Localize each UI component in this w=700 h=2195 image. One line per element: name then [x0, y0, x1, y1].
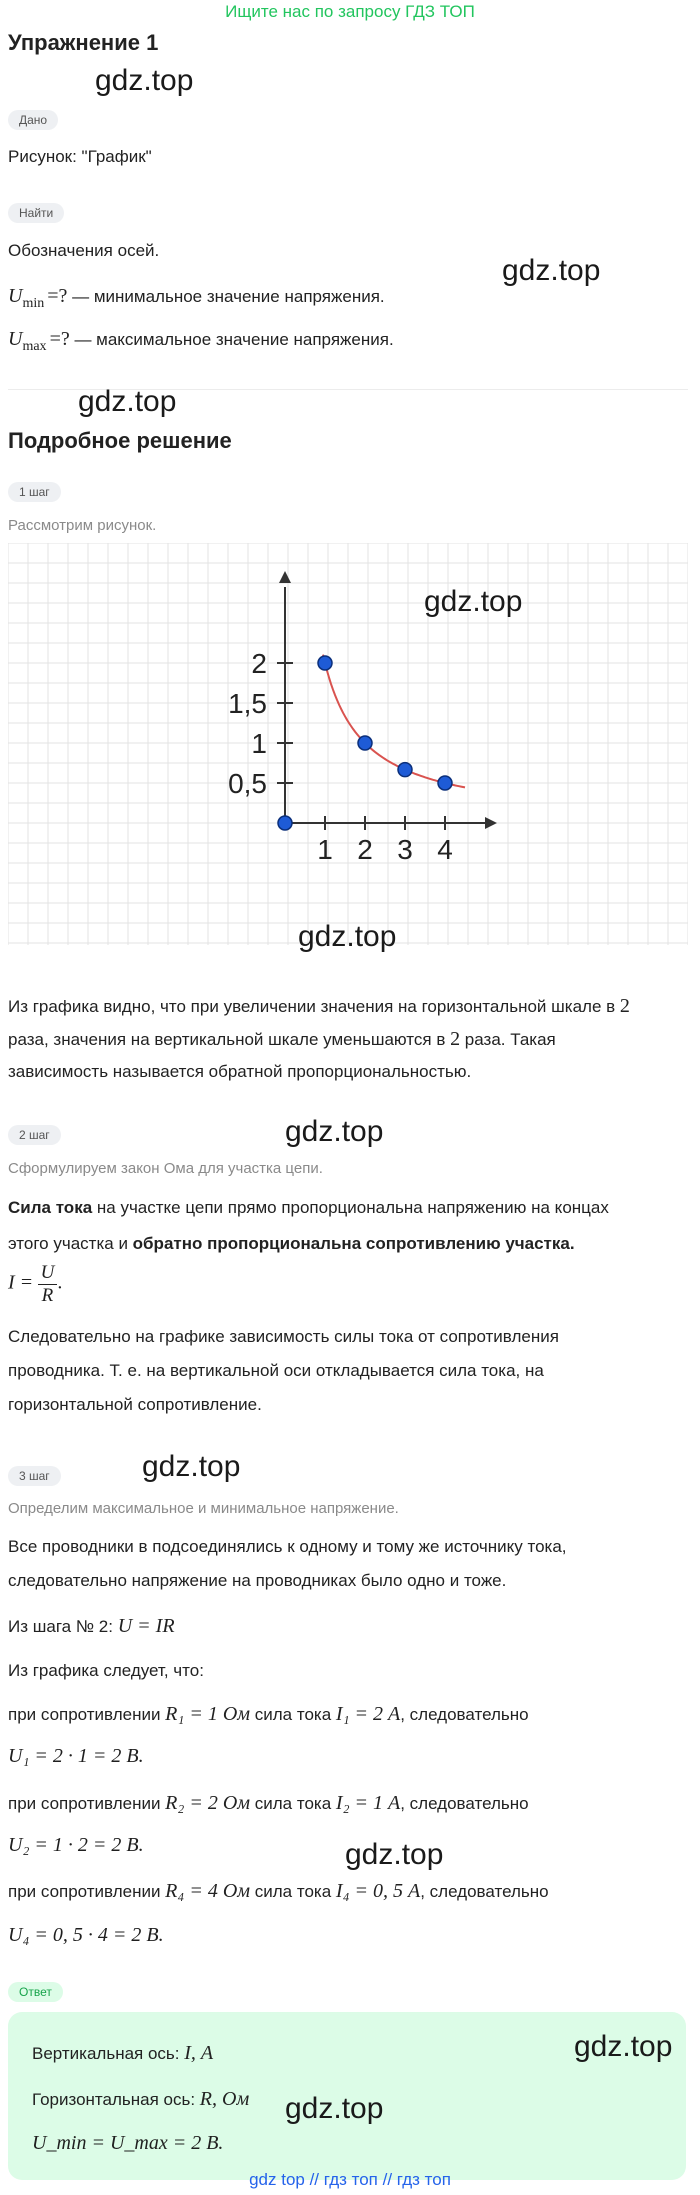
graph-grid: [8, 543, 688, 945]
step3-follows: Из графика следует, что:: [8, 1661, 204, 1680]
umin-subscript: min: [22, 296, 45, 311]
case2-a: при сопротивлении: [8, 1794, 166, 1813]
watermark: gdz.top: [502, 254, 601, 287]
y-axis-arrow: [279, 571, 291, 583]
case2-r: R₂ = 2 Ом: [165, 1792, 251, 1814]
step2-label: 2 шаг: [8, 1125, 61, 1145]
watermark: gdz.top: [424, 585, 523, 618]
step3-line-1: Все проводники в подсоединялись к одному и тому же источнику тока,: [8, 1537, 567, 1556]
watermark: gdz.top: [78, 385, 177, 418]
umax-subscript: max: [22, 339, 47, 354]
umax-text: — максимальное значение напряжения.: [69, 330, 394, 349]
step1-text-a: Из графика видно, что при увеличении значения на горизонтальной шкале в: [8, 997, 620, 1016]
watermark: gdz.top: [574, 2030, 673, 2063]
x-tick-label: 4: [437, 834, 453, 865]
case2-b: сила тока: [250, 1794, 336, 1813]
given-label: Дано: [8, 110, 58, 130]
case3-c: , следовательно: [420, 1882, 549, 1901]
case3-a: при сопротивлении: [8, 1882, 166, 1901]
y-tick-label: 1: [251, 728, 267, 759]
step1-label: 1 шаг: [8, 482, 61, 502]
case3-r: R₄ = 4 Ом: [165, 1880, 251, 1902]
case2-c: , следовательно: [400, 1794, 529, 1813]
x-axis-arrow: [485, 817, 497, 829]
formula-denominator: R: [41, 1285, 54, 1306]
y-tick-label: 0,5: [228, 768, 267, 799]
step1-text-c: раза, значения на вертикальной шкале уменьшаются в: [8, 1030, 451, 1049]
data-point: [438, 776, 452, 790]
step1-hint: Рассмотрим рисунок.: [8, 517, 157, 534]
find-intro: Обозначения осей.: [8, 241, 160, 260]
given-text: Рисунок: "График": [8, 147, 152, 166]
answer-vertical-value: I, А: [184, 2042, 214, 2064]
case-3: [8, 1878, 549, 1905]
from-step-label: Из шага № 2:: [8, 1617, 113, 1636]
data-point: [318, 656, 332, 670]
formula-dot: .: [57, 1271, 63, 1294]
answer-voltage: U_min = U_max = 2 В.: [32, 2132, 224, 2154]
data-point: [358, 736, 372, 750]
law-bold-resistance: обратно пропорциональна сопротивлению участка.: [132, 1234, 575, 1253]
case3-i: I₄ = 0, 5 А: [335, 1880, 421, 1902]
search-banner[interactable]: Ищите нас по запросу ГДЗ ТОП: [225, 2, 475, 21]
answer-horizontal: [32, 2086, 249, 2113]
find-label: Найти: [8, 203, 64, 223]
conclusion-line-3: горизонтальной сопротивление.: [8, 1395, 262, 1414]
law-bold-current: Сила тока: [8, 1198, 93, 1217]
ohm-formula: [8, 1262, 62, 1307]
conclusion-line-1: Следовательно на графике зависимость силы тока от сопротивления: [8, 1327, 559, 1346]
from-step-formula: U = IR: [117, 1615, 175, 1637]
formula-numerator: U: [38, 1262, 58, 1285]
umin-symbol: U: [8, 285, 23, 307]
x-tick-label: 2: [357, 834, 373, 865]
step1-text: [8, 990, 688, 1088]
step2-conclusion: [8, 1320, 688, 1422]
step3-from-step: [8, 1613, 175, 1640]
umax-eq: =?: [49, 328, 70, 350]
watermark: gdz.top: [285, 1115, 384, 1148]
case2-i: I₂ = 1 А: [335, 1792, 401, 1814]
step1-num-a: 2: [619, 995, 630, 1017]
graph-figure: [8, 543, 688, 945]
umax-symbol: U: [8, 328, 23, 350]
data-point: [278, 816, 292, 830]
step2-hint: Сформулируем закон Ома для участка цепи.: [8, 1160, 323, 1177]
result-1: U₁ = 2 · 1 = 2 В.: [8, 1745, 144, 1767]
law-text-1: на участке цепи прямо пропорциональна напряжению на концах: [92, 1198, 609, 1217]
step3-line-2: следовательно напряжение на проводниках было одно и тоже.: [8, 1571, 507, 1590]
graph-curve-group: [323, 655, 465, 788]
exercise-title: Упражнение 1: [8, 30, 159, 55]
y-tick-label: 1,5: [228, 688, 267, 719]
find-umin: [8, 283, 385, 310]
watermark: gdz.top: [345, 1838, 444, 1871]
answer-horizontal-label: Горизонтальная ось:: [32, 2090, 200, 2109]
formula-fraction: [38, 1262, 58, 1307]
step1-text-f: зависимость называется обратной пропорциональностью.: [8, 1062, 472, 1081]
step1-text-e: раза. Такая: [460, 1030, 556, 1049]
law-text-2: этого участка и: [8, 1234, 133, 1253]
y-tick-label: 2: [251, 648, 267, 679]
conclusion-line-2: проводника. Т. е. на вертикальной оси откладывается сила тока, на: [8, 1361, 544, 1380]
case-1: [8, 1701, 529, 1728]
step2-law: [8, 1190, 688, 1262]
case-2: [8, 1790, 529, 1817]
case1-a: при сопротивлении: [8, 1705, 166, 1724]
answer-vertical-label: Вертикальная ось:: [32, 2044, 185, 2063]
watermark: gdz.top: [95, 64, 194, 97]
answer-horizontal-value: R, Ом: [199, 2088, 250, 2110]
find-umax: [8, 326, 394, 353]
inverse-curve: [323, 655, 465, 788]
step1-num-b: 2: [450, 1028, 461, 1050]
x-tick-label: 3: [397, 834, 413, 865]
umin-text: — минимальное значение напряжения.: [67, 287, 385, 306]
result-3: U₄ = 0, 5 · 4 = 2 В.: [8, 1924, 164, 1946]
step3-hint: Определим максимальное и минимальное напряжение.: [8, 1500, 399, 1517]
answer-vertical: [32, 2040, 213, 2067]
watermark: gdz.top: [285, 2092, 384, 2125]
watermark: gdz.top: [298, 920, 397, 953]
watermark: gdz.top: [142, 1450, 241, 1483]
formula-lhs: I =: [8, 1271, 34, 1294]
answer-label: Ответ: [8, 1982, 63, 2002]
case1-b: сила тока: [250, 1705, 336, 1724]
result-2: U₂ = 1 · 2 = 2 В.: [8, 1834, 144, 1856]
case1-r: R₁ = 1 Ом: [165, 1703, 251, 1725]
solution-title: Подробное решение: [8, 428, 232, 453]
step3-text: [8, 1530, 688, 1598]
footer-links[interactable]: gdz top // гдз топ // гдз топ: [249, 2170, 451, 2189]
x-tick-label: 1: [317, 834, 333, 865]
umin-eq: =?: [47, 285, 68, 307]
case3-b: сила тока: [250, 1882, 336, 1901]
case1-i: I₁ = 2 А: [335, 1703, 401, 1725]
step3-label: 3 шаг: [8, 1466, 61, 1486]
graph-ticks: [228, 648, 453, 865]
data-point: [398, 763, 412, 777]
case1-c: , следовательно: [400, 1705, 529, 1724]
